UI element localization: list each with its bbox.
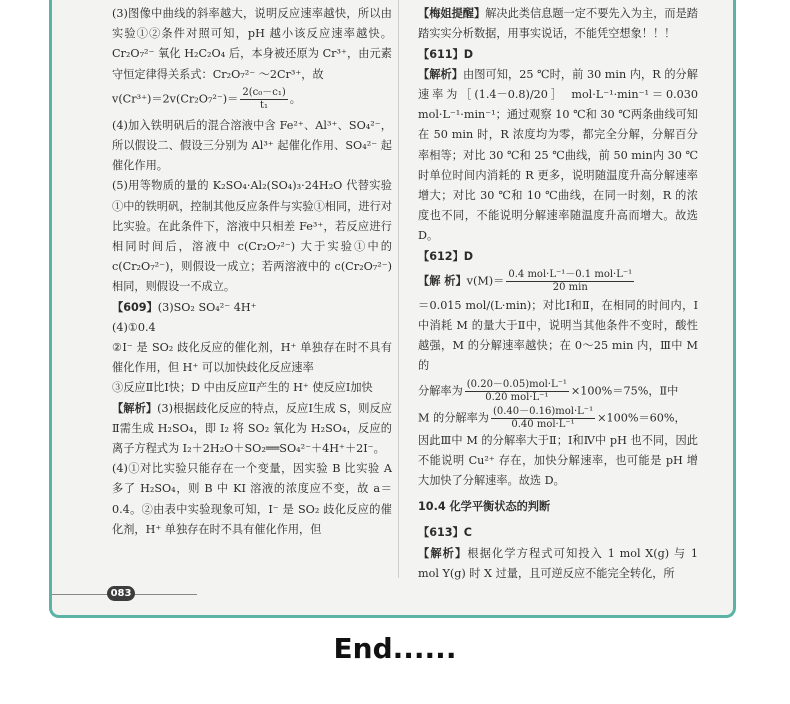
tip bbox=[418, 4, 698, 44]
analysis-label: 【解析】 bbox=[418, 67, 463, 81]
analysis-text: (3)根据歧化反应的特点，反应Ⅰ生成 S，则反应Ⅱ需生成 H₂SO₄，即 I₂ 将 SO₂ 氧化为 H₂SO₄，反应的离子方程式为 I₂＋2H₂O＋SO₂══SO₄²⁻＋4H⁺＋2I⁻。 bbox=[112, 401, 392, 456]
analysis bbox=[112, 399, 392, 460]
formula-line bbox=[418, 379, 698, 404]
numerator: (0.20－0.05)mol·L⁻¹ bbox=[466, 378, 567, 390]
denominator: 0.40 mol·L⁻¹ bbox=[511, 418, 575, 430]
numerator: 0.4 mol·L⁻¹－0.1 mol·L⁻¹ bbox=[508, 268, 633, 280]
formula-text: ×100%＝75%，Ⅱ中 bbox=[570, 384, 679, 398]
analysis-label: 【解析】 bbox=[112, 401, 158, 415]
analysis bbox=[418, 65, 698, 247]
fraction bbox=[506, 269, 634, 294]
analysis-612-formula bbox=[418, 269, 698, 294]
left-column bbox=[112, 4, 392, 540]
formula-text: 分解率为 bbox=[418, 384, 463, 398]
answer-609 bbox=[112, 298, 392, 318]
formula-text: M 的分解率为 bbox=[418, 411, 489, 425]
analysis-text: 根据化学方程式可知投入 1 mol X(g) 与 1 mol Y(g) 时 X 过量，且可逆反应不能完全转化，所 bbox=[418, 546, 698, 580]
section-title: 10.4 化学平衡状态的判断 bbox=[418, 500, 551, 514]
question-613: 【613】C bbox=[418, 526, 472, 540]
formula-text: v(Cr³⁺)＝2v(Cr₂O₇²⁻)＝ bbox=[112, 92, 239, 106]
formula-text: v(M)＝ bbox=[466, 274, 505, 288]
analysis-label: 【解 析】 bbox=[418, 274, 467, 288]
paragraph: (4)加入铁明矾后的混合溶液中含 Fe²⁺、Al³⁺、SO₄²⁻，所以假设二、假设三分别为 Al³⁺ 起催化作用、SO₄²⁻ 起催化作用。 bbox=[112, 118, 392, 173]
fraction bbox=[491, 406, 595, 431]
tip-label: 【梅姐提醒】 bbox=[418, 7, 486, 21]
formula-text: ×100%＝60%， bbox=[597, 411, 686, 425]
paragraph: 因此Ⅲ中 M 的分解率大于Ⅱ；Ⅰ和Ⅳ中 pH 也不同，因此不能说明 Cu²⁺ 存在，加快分解速率，也可能是 pH 增大加快了分解速率。故选 D。 bbox=[418, 433, 698, 488]
numerator: 2(c₀－c₁) bbox=[242, 86, 286, 98]
formula-line: v(Cr³⁺)＝2v(Cr₂O₇²⁻)＝ $\frac{\text{2(c₀－c₁)}}{\text{t₁}}$ 。 bbox=[112, 86, 301, 111]
answer-text: (3)SO₂ SO₄²⁻ 4H⁺ bbox=[157, 300, 257, 314]
paragraph: (4)①对比实验只能存在一个变量，因实验 B 比实验 A 多了 H₂SO₄，则 B 中 KI 溶液的浓度应不变，故 a＝0.4。②由表中实验现象可知，I⁻ 是 SO₂ 歧化反应的催化剂，H⁺ 单独存在时不具有催化作用，但 bbox=[112, 462, 392, 536]
analysis-label: 【解析】 bbox=[418, 546, 468, 560]
paragraph: (3)图像中曲线的斜率越大，说明反应速率越快，所以由实验①②条件对照可知，pH 越小该反应速率越快。Cr₂O₇²⁻ 氧化 H₂C₂O₄ 后，本身被还原为 Cr³⁺，由元素守恒定律得关系式：Cr₂O₇²⁻ ～2Cr³⁺，故 bbox=[112, 7, 392, 81]
paragraph: ②I⁻ 是 SO₂ 歧化反应的催化剂，H⁺ 单独存在时不具有催化作用，但 H⁺ 可以加快歧化反应速率 bbox=[112, 341, 392, 375]
question-number: 【609】 bbox=[112, 300, 158, 314]
analysis bbox=[418, 544, 698, 584]
paragraph: (4)①0.4 bbox=[112, 320, 156, 334]
fraction bbox=[240, 87, 287, 112]
formula-line bbox=[418, 406, 698, 431]
tip-text: 解决此类信息题一定不要先入为主，而是踏踏实实分析数据，用事实说话，不能凭空想象！！！ bbox=[418, 7, 698, 41]
end-caption: End...... bbox=[333, 632, 457, 665]
denominator: t₁ bbox=[260, 99, 269, 111]
denominator: 0.20 mol·L⁻¹ bbox=[485, 391, 549, 403]
right-column bbox=[418, 0, 698, 584]
paragraph: ③反应Ⅱ比Ⅰ快；D 中由反应Ⅱ产生的 H⁺ 使反应Ⅰ加快 bbox=[112, 381, 373, 395]
page-number: 083 bbox=[107, 586, 135, 601]
paragraph: ＝0.015 mol/(L·min)；对比Ⅰ和Ⅱ，在相同的时间内，Ⅰ中消耗 M 的量大于Ⅱ中，说明当其他条件不变时，酸性越强，M 的分解速率越快；在 0～25 min 内，Ⅲ中 M 的 bbox=[418, 298, 698, 373]
fraction bbox=[465, 379, 569, 404]
denominator: 20 min bbox=[552, 281, 588, 293]
analysis-text: 由图可知，25 ℃时，前 30 min 内，R 的分解速率为［(1.4－0.8)/20］ mol·L⁻¹·min⁻¹＝0.030 mol·L⁻¹·min⁻¹；通过观察 10 ℃和 30 ℃两条曲线可知在 50 min 时，R 浓度均为零，都完全分解，分解百分率相等；对比 30 ℃和 25 ℃曲线，前 50 min内 30 ℃时单位时间内消耗的 R 更多，说明随温度升高分解速率增大；对比 30 ℃和 10 ℃曲线，在同一时刻，R 的浓度也不同，不能说明分解速率随温度升高而增大。故选 D。 bbox=[418, 67, 698, 243]
paragraph: (5)用等物质的量的 K₂SO₄·Al₂(SO₄)₃·24H₂O 代替实验①中的铁明矾，控制其他反应条件与实验①相同，进行对比实验。在此条件下，溶液中只相差 Fe³⁺，若反应进行相同时间后，溶液中 c(Cr₂O₇²⁻) 大于实验①中的 c(Cr₂O₇²⁻)，则假设一成立；若两溶液中的 c(Cr₂O₇²⁻) 相同，则假设一不成立。 bbox=[112, 179, 392, 294]
question-612: 【612】D bbox=[418, 249, 474, 263]
book-page bbox=[49, 0, 736, 618]
column-divider bbox=[398, 0, 399, 578]
question-611: 【611】D bbox=[418, 47, 474, 61]
numerator: (0.40－0.16)mol·L⁻¹ bbox=[492, 405, 594, 417]
